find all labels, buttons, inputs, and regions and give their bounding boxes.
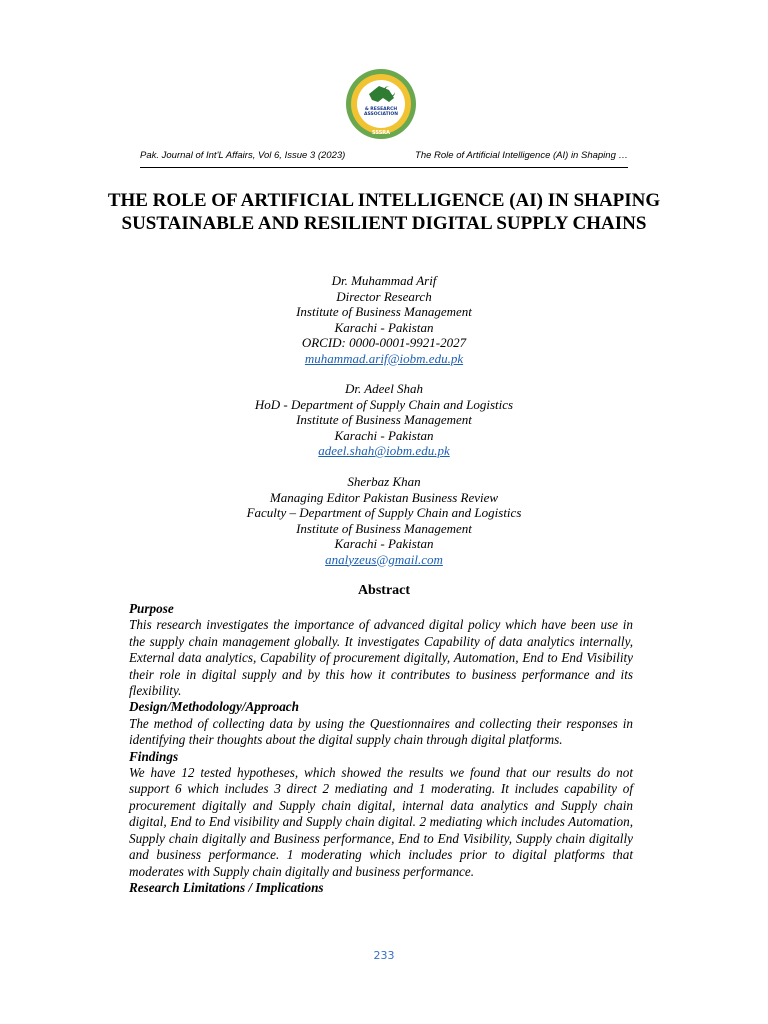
author-affiliation-line: Institute of Business Management (296, 412, 472, 427)
abstract-section-heading: Research Limitations / Implications (129, 879, 324, 895)
paper-title: THE ROLE OF ARTIFICIAL INTELLIGENCE (AI) IN SHAPING SUSTAINABLE AND RESILIENT DIGITAL SUPPLY CHAINS (107, 190, 661, 234)
author-name: Dr. Muhammad Arif (331, 273, 437, 288)
author-affiliation-line: Managing Editor Pakistan Business Review (269, 489, 499, 505)
author-affiliation-line: Director Research (336, 288, 432, 304)
abstract-section-text: The method of collecting data by using the Questionnaires and collecting their responses in identifying their thoughts about the digital supply chain through digital platforms. (129, 715, 633, 748)
svg-text:ASSOCIATION: ASSOCIATION (363, 112, 399, 117)
author-affiliation-line: Institute of Business Management (296, 304, 472, 319)
society-logo-seal (345, 68, 417, 140)
author-block (134, 474, 634, 567)
author-email-link[interactable]: analyzeus@gmail.com (325, 551, 443, 567)
abstract-section-heading: Purpose (129, 601, 174, 616)
author-affiliation-line: Institute of Business Management (296, 520, 472, 536)
author-affiliation-line: Faculty – Department of Supply Chain and Logistics (246, 505, 522, 520)
abstract-section-text: This research investigates the importance of advanced digital policy which have been use in the supply chain management globally. It investigates Capability of data analytics internally, External data analytics, Capability of procurement digitally, Automation, End to End Visibility their role in digital supply and by this how it contributes to business performance and its flexibility. (129, 617, 633, 699)
running-title: The Role of Artificial Intelligence (AI) in Shaping … (415, 150, 628, 161)
abstract-body (129, 601, 633, 896)
author-block (134, 381, 634, 459)
header-rule (140, 167, 628, 168)
author-affiliation-line: Karachi - Pakistan (334, 427, 434, 443)
page-number: 233 (373, 949, 395, 962)
journal-citation: Pak. Journal of Int'L Affairs, Vol 6, Issue 3 (2023) (140, 150, 346, 161)
svg-text:& RESEARCH: & RESEARCH (364, 107, 398, 112)
abstract-section-heading: Findings (129, 748, 179, 764)
svg-text:SSSRA: SSSRA (371, 130, 391, 136)
author-block (134, 273, 634, 366)
author-affiliation-line: HoD - Department of Supply Chain and Logistics (254, 396, 514, 412)
author-affiliation-line: Karachi - Pakistan (334, 319, 434, 335)
running-header (140, 150, 628, 161)
author-affiliation-line: Karachi - Pakistan (334, 536, 434, 551)
author-name: Dr. Adeel Shah (344, 381, 424, 396)
author-name: Sherbaz Khan (347, 474, 421, 489)
author-email-link[interactable]: muhammad.arif@iobm.edu.pk (304, 350, 464, 366)
author-email-link[interactable]: adeel.shah@iobm.edu.pk (318, 443, 450, 458)
abstract-heading: Abstract (357, 583, 411, 598)
author-orcid: ORCID: 0000-0001-9921-2027 (301, 335, 467, 350)
abstract-section-text: We have 12 tested hypotheses, which showed the results we found that our results do not support 6 which includes 3 direct 2 mediating and 1 moderating. It includes capability of procurement digitally and Supply chain digital, internal data analytics and Supply chain digital, End to End visibility and Supply chain digital. 2 mediating which includes Automation, Supply chain digitally and Business performance, End to End Visibility, Supply chain digitally and business performance. 1 moderating which includes prior to digital platforms that moderates with Supply chain digitally and business performance. (129, 765, 633, 879)
abstract-section-heading: Design/Methodology/Approach (129, 699, 299, 715)
